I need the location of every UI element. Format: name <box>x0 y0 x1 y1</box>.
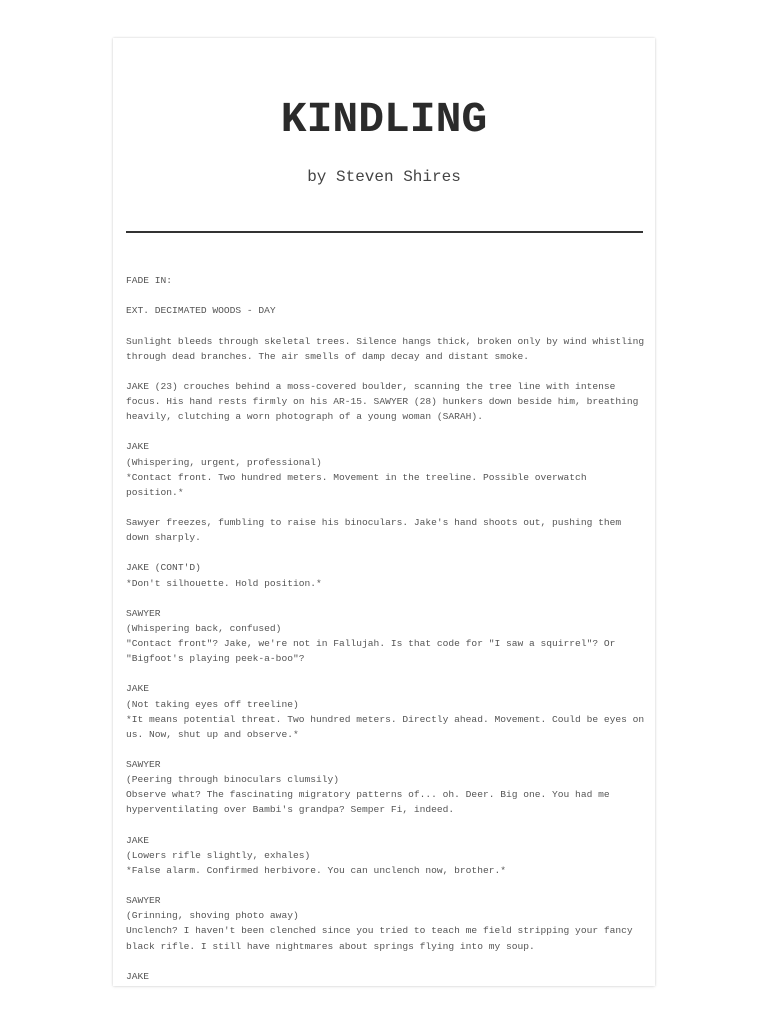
parenthetical: (Grinning, shoving photo away) <box>126 910 299 922</box>
dialogue-block <box>126 833 646 878</box>
dialogue-block <box>126 606 646 667</box>
document-page <box>113 38 655 986</box>
action-paragraph: Sunlight bleeds through skeletal trees. Silence hangs thick, broken only by wind whistling through dead branches. The air smells of damp decay and distant smoke. <box>126 335 645 362</box>
character-name: JAKE <box>126 441 150 453</box>
character-name: JAKE <box>126 834 150 846</box>
dialogue-line: *It means potential threat. Two hundred meters. Directly ahead. Movement. Could be eyes on us. Now, shut up and observe.* <box>126 713 645 740</box>
character-name: SAWYER <box>126 895 161 907</box>
parenthetical: (Lowers rifle slightly, exhales) <box>126 849 311 861</box>
dialogue-block <box>126 893 646 954</box>
parenthetical: (Not taking eyes off treeline) <box>126 698 299 710</box>
dialogue-block <box>126 969 646 984</box>
dialogue-block <box>126 681 646 742</box>
script-body <box>126 273 646 986</box>
script-byline: by Steven Shires <box>307 168 461 186</box>
parenthetical: (Whispering, urgent, professional) <box>126 456 322 468</box>
action-paragraph: JAKE (23) crouches behind a moss-covered boulder, scanning the tree line with intense focus. His hand rests firmly on his AR-15. SAWYER (28) hunkers down beside him, breathing heavily, clutching a worn photograph of a young woman (SARAH). <box>126 380 639 423</box>
dialogue-line: Unclench? I haven't been clenched since you tried to teach me field stripping your fancy black rifle. I still have nightmares about springs flying into my soup. <box>126 925 633 952</box>
action-paragraph: Sawyer freezes, fumbling to raise his binoculars. Jake's hand shoots out, pushing them down sharply. <box>126 517 622 544</box>
parenthetical: (Whispering back, confused) <box>126 622 282 634</box>
dialogue-block <box>126 757 646 818</box>
dialogue-line: *Contact front. Two hundred meters. Movement in the treeline. Possible overwatch position.* <box>126 471 587 498</box>
parenthetical: (Peering through binoculars clumsily) <box>126 774 340 786</box>
scene-heading: EXT. DECIMATED WOODS - DAY <box>126 305 276 317</box>
character-name: SAWYER <box>126 759 161 770</box>
dialogue-line: Observe what? The fascinating migratory patterns of... oh. Deer. Big one. You had me hyperventilating over Bambi's grandpa? Semper Fi, indeed. <box>126 789 610 816</box>
script-title: KINDLING <box>280 95 488 144</box>
dialogue-block <box>126 560 646 590</box>
character-name: JAKE (CONT'D) <box>126 562 201 574</box>
dialogue-line: "Contact front"? Jake, we're not in Fallujah. Is that code for "I saw a squirrel"? Or "Bigfoot's playing peek-a-boo"? <box>126 638 616 665</box>
character-name: JAKE <box>126 683 150 695</box>
dialogue-line: *False alarm. Confirmed herbivore. You can unclench now, brother.* <box>126 864 506 876</box>
transition: FADE IN: <box>126 275 173 286</box>
character-name: SAWYER <box>126 607 161 619</box>
character-name: JAKE <box>126 970 150 982</box>
dialogue-block <box>126 439 646 500</box>
title-divider <box>126 231 643 233</box>
dialogue-line: *Don't silhouette. Hold position.* <box>126 577 322 589</box>
